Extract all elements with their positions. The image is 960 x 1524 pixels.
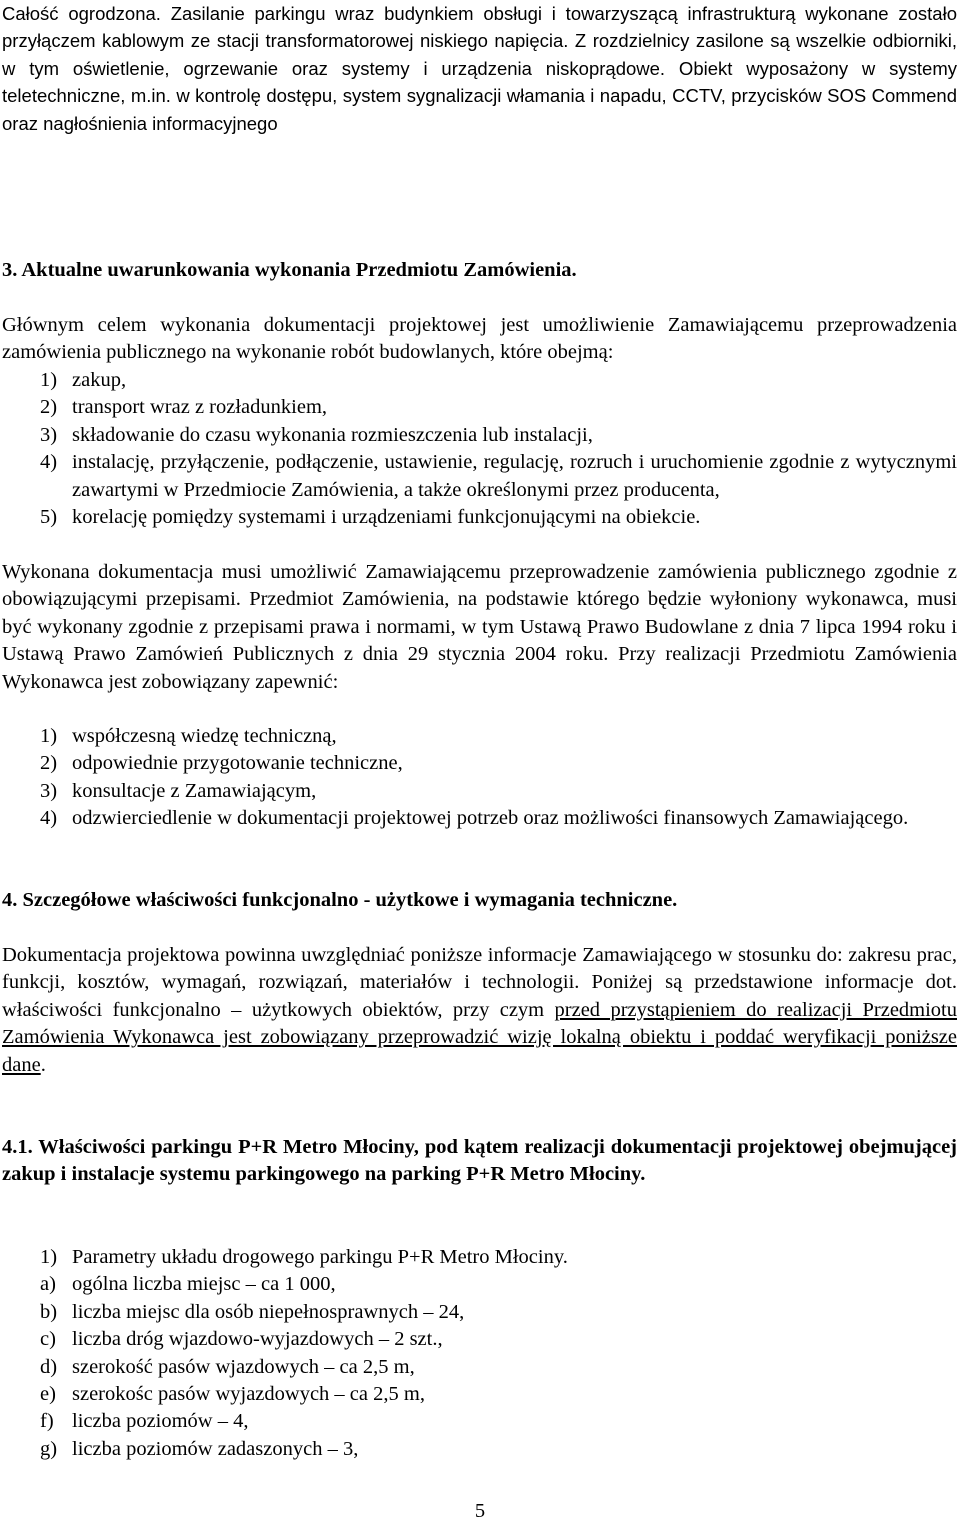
section-4-paragraph — [2, 942, 957, 1079]
list-item-text: liczba poziomów – 4, — [72, 1410, 249, 1433]
section-3-list-1 — [2, 367, 957, 531]
list-item-number: 4) — [40, 451, 58, 474]
list-item-number: e) — [40, 1383, 56, 1406]
section-4-heading: 4. Szczegółowe właściwości funkcjonalno - użytkowe i wymagania techniczne. — [2, 889, 678, 911]
list-item-number: 3) — [40, 779, 58, 802]
list-item-number: d) — [40, 1355, 58, 1378]
section-3-heading: 3. Aktualne uwarunkowania wykonania Przedmiotu Zamówienia. — [2, 259, 577, 281]
list-item-number: 4) — [40, 807, 58, 830]
list-item — [2, 1271, 957, 1298]
list-item-text: korelację pomiędzy systemami i urządzeniami funkcjonującymi na obiekcie. — [72, 506, 701, 529]
list-item — [2, 1326, 957, 1353]
list-item — [2, 394, 957, 421]
list-item — [2, 1408, 957, 1435]
list-item-text: konsultacje z Zamawiającym, — [72, 779, 317, 802]
list-item-number: 2) — [40, 396, 58, 419]
list-item-number: 1) — [40, 1246, 58, 1268]
list-item-number: f) — [40, 1410, 54, 1433]
list-item-number: 1) — [40, 725, 58, 747]
list-item-text: Parametry układu drogowego parkingu P+R Metro Młociny. — [72, 1246, 568, 1268]
list-item-number: 2) — [40, 752, 58, 775]
list-item-number: g) — [40, 1437, 58, 1460]
list-item — [2, 1354, 957, 1381]
list-item — [2, 504, 957, 531]
list-item-text: odzwierciedlenie w dokumentacji projektowej potrzeb oraz możliwości finansowych Zamawiającego. — [72, 807, 909, 830]
list-item-number: b) — [40, 1300, 58, 1323]
list-item — [2, 1381, 957, 1408]
section-3-paragraph-1: Głównym celem wykonania dokumentacji projektowej jest umożliwienie Zamawiającemu przeprowadzenia zamówienia publicznego na wykonanie robót budowlanych, które obejmą: — [2, 314, 957, 364]
list-item-number: 3) — [40, 423, 58, 446]
list-item — [2, 805, 957, 832]
list-item-text: składowanie do czasu wykonania rozmieszczenia lub instalacji, — [72, 423, 593, 446]
list-item — [2, 750, 957, 777]
list-item — [2, 1436, 957, 1463]
list-item — [2, 367, 957, 394]
list-item-number: 1) — [40, 369, 58, 391]
list-item-text: odpowiednie przygotowanie techniczne, — [72, 752, 403, 775]
list-item-text: szerokość pasów wjazdowych – ca 2,5 m, — [72, 1355, 415, 1378]
section-4-1-heading: 4.1. Właściwości parkingu P+R Metro Młociny, pod kątem realizacji dokumentacji projektowej obejmującej zakup i instalacje systemu parkingowego na parking P+R Metro Młociny. — [2, 1136, 957, 1186]
list-item-text: szerokośc pasów wyjazdowych – ca 2,5 m, — [72, 1383, 425, 1406]
list-item — [2, 778, 957, 805]
list-item-text: transport wraz z rozładunkiem, — [72, 396, 328, 419]
section-4-underlined-text: przed przystąpieniem do realizacji Przedmiotu Zamówienia Wykonawca jest zobowiązany przeprowadzić wizję lokalną obiektu i poddać weryfikacji poniższe dane — [2, 998, 958, 1076]
list-item-number: a) — [40, 1273, 56, 1296]
list-item-text: liczba miejsc dla osób niepełnosprawnych – 24, — [72, 1300, 465, 1323]
section-4-text: Dokumentacja projektowa powinna uwzględniać poniższe informacje Zamawiającego w stosunku do: zakresu prac, funkcji, kosztów, wymagań, rozwiązań, materiałów i technologii. Poniżej są przedstawione informacje dot. właściwości funkcjonalno – użytkowych obiektów, przy czym — [2, 944, 957, 1021]
list-item-text: liczba dróg wjazdowo-wyjazdowych – 2 szt., — [72, 1328, 443, 1351]
list-item-text: liczba poziomów zadaszonych – 3, — [72, 1437, 359, 1460]
list-item-text: współczesną wiedzę techniczną, — [72, 725, 337, 747]
list-item-number: 5) — [40, 506, 58, 529]
list-item — [2, 1299, 957, 1326]
intro-paragraph: Całość ogrodzona. Zasilanie parkingu wraz budynkiem obsługi i towarzyszącą infrastrukturą wykonane zostało przyłączem kablowym ze stacji transformatorowej niskiego napięcia. Z rozdzielnicy zasilone są wszelkie odbiorniki, w tym oświetlenie, ogrzewanie oraz systemy i urządzenia niskoprądowe. Obiekt wyposażony w systemy teletechniczne, m.in. w kontrolę dostępu, system sygnalizacji włamania i napadu, CCTV, przycisków SOS Commend oraz nagłośnienia informacyjnego — [2, 3, 957, 134]
page-number: 5 — [474, 1500, 486, 1522]
list-item-number: c) — [40, 1328, 56, 1351]
list-item — [2, 1244, 957, 1271]
list-item — [2, 422, 957, 449]
section-3-paragraph-2: Wykonana dokumentacja musi umożliwić Zamawiającemu przeprowadzenie zamówienia publicznego zgodnie z obowiązującymi przepisami. Przedmiot Zamówienia, na podstawie którego będzie wyłoniony wykonawca, musi być wykonany zgodnie z przepisami prawa i normami, w tym Ustawą Prawo Budowlane z dnia 7 lipca 1994 roku i Ustawą Prawo Zamówień Publicznych z dnia 29 stycznia 2004 roku. Przy realizacji Przedmiotu Zamówienia Wykonawca jest zobowiązany zapewnić: — [2, 561, 957, 693]
list-item-text: instalację, przyłączenie, podłączenie, ustawienie, regulację, rozruch i uruchomienie zgodnie z wytycznymi zawartymi w Przedmiocie Zamówienia, a także określonymi przez producenta, — [72, 451, 957, 501]
section-4-text-end: . — [40, 1053, 46, 1076]
section-4-1-list — [2, 1244, 957, 1463]
list-item — [2, 723, 957, 750]
list-item-text: ogólna liczba miejsc – ca 1 000, — [72, 1273, 336, 1296]
list-item-text: zakup, — [72, 369, 127, 391]
list-item — [2, 449, 957, 504]
section-3-list-2 — [2, 723, 957, 833]
